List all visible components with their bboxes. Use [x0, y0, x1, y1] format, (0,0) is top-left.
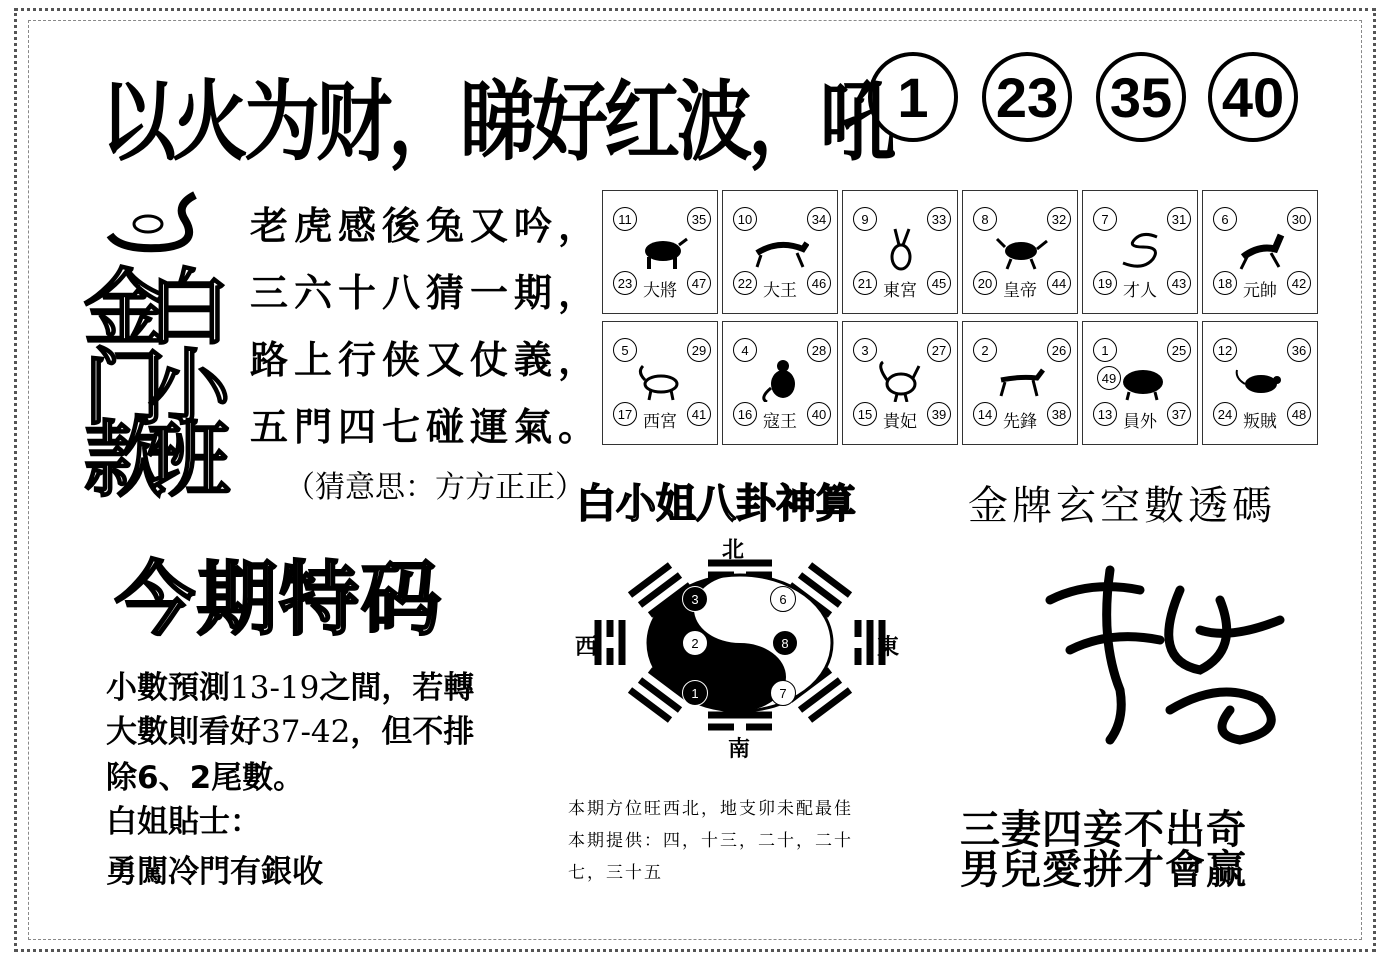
- circled-number-3: 35: [1096, 52, 1186, 142]
- snake-icon: [1113, 227, 1169, 271]
- zodiac-number: 5: [613, 338, 637, 362]
- direction-east: 東: [877, 635, 900, 660]
- rat-icon: [1233, 358, 1289, 402]
- zodiac-number: 1: [1093, 338, 1117, 362]
- bagua-number: 1: [682, 680, 708, 706]
- circled-number-2: 23: [982, 52, 1072, 142]
- horse-icon: [1233, 227, 1289, 271]
- zodiac-number: 4: [733, 338, 757, 362]
- poem: [250, 192, 602, 460]
- zodiac-cell: [1082, 321, 1198, 445]
- zodiac-cell: [1082, 190, 1198, 314]
- prediction-text: 大數則看好: [106, 714, 261, 750]
- zodiac-number: 30: [1287, 207, 1311, 231]
- circled-number-1: 1: [868, 52, 958, 142]
- rooster-icon: [873, 358, 929, 402]
- goat-icon: [633, 358, 689, 402]
- zodiac-number: 25: [1167, 338, 1191, 362]
- direction-south: 南: [728, 737, 751, 762]
- gold-title: 金牌玄空數透碼: [968, 483, 1276, 529]
- bagua-number: 8: [772, 630, 798, 656]
- zodiac-number: 28: [807, 338, 831, 362]
- zodiac-number: 34: [807, 207, 831, 231]
- bagua-number: 7: [770, 680, 796, 706]
- rabbit-icon: [873, 227, 929, 271]
- zodiac-number: 31: [1167, 207, 1191, 231]
- direction-west: 西: [575, 635, 598, 660]
- poem-line: 路上行侠又仗義，: [250, 337, 603, 382]
- bagua-number: 6: [770, 586, 796, 612]
- zodiac-number: 26: [1047, 338, 1071, 362]
- swirl-icon: [100, 190, 210, 260]
- pig-icon: [1113, 358, 1169, 402]
- prediction-text: 之間，若轉: [319, 670, 475, 706]
- dog-icon: [993, 358, 1049, 402]
- zodiac-name: 西宮: [643, 412, 677, 432]
- zodiac-number: 18: [1213, 271, 1237, 295]
- poem-line: 五門四七碰運氣。: [250, 404, 603, 449]
- ox-icon: [633, 227, 689, 271]
- zodiac-number: 20: [973, 271, 997, 295]
- zodiac-name: 叛賊: [1243, 412, 1277, 432]
- zodiac-number: 40: [807, 402, 831, 426]
- poem-line: 三六十八猜一期，: [250, 270, 603, 315]
- riddle-note: （猜意思：方方正正）: [285, 470, 585, 505]
- zodiac-number: 48: [1287, 402, 1311, 426]
- zodiac-cell: [962, 190, 1078, 314]
- calligraphy-icon: [1030, 560, 1300, 750]
- zodiac-cell: [962, 321, 1078, 445]
- zodiac-cell: [1202, 321, 1318, 445]
- slogan-line: 三妻四妾不出奇: [960, 807, 1247, 853]
- big-char-men: 门: [84, 341, 167, 436]
- zodiac-number: 7: [1093, 207, 1117, 231]
- zodiac-name: 皇帝: [1003, 281, 1037, 301]
- zodiac-name: 元帥: [1243, 281, 1277, 301]
- zodiac-cell: [842, 190, 958, 314]
- zodiac-name: 寇王: [763, 412, 797, 432]
- zodiac-number: 22: [733, 271, 757, 295]
- bagua-note: 本期提供：四，十三，二十，二十: [568, 831, 853, 851]
- prediction-text: 小數預測: [106, 670, 230, 706]
- circled-number-4: 40: [1208, 52, 1298, 142]
- zodiac-number: 6: [1213, 207, 1237, 231]
- zodiac-number: 45: [927, 271, 951, 295]
- prediction-text: ，但不排: [350, 714, 475, 750]
- zodiac-number: 3: [853, 338, 877, 362]
- prediction-range: 37-42: [261, 714, 351, 750]
- tiger-icon: [753, 227, 809, 271]
- zodiac-number: 49: [1097, 366, 1121, 390]
- slogan-line: 男兒愛拼才會赢: [960, 847, 1247, 893]
- page-title: 以火为财，睇好红波，吼: [100, 70, 892, 173]
- big-char-jin: 金: [84, 261, 167, 356]
- zodiac-number: 36: [1287, 338, 1311, 362]
- zodiac-cell: [842, 321, 958, 445]
- zodiac-cell: [1202, 190, 1318, 314]
- zodiac-number: 21: [853, 271, 877, 295]
- zodiac-number: 14: [973, 402, 997, 426]
- zodiac-number: 41: [687, 402, 711, 426]
- prediction-line: [106, 752, 304, 797]
- zodiac-cell: [602, 190, 718, 314]
- zodiac-number: 24: [1213, 402, 1237, 426]
- zodiac-name: 東宮: [883, 281, 917, 301]
- zodiac-number: 32: [1047, 207, 1071, 231]
- zodiac-number: 33: [927, 207, 951, 231]
- zodiac-cell: [602, 321, 718, 445]
- prediction-line: [106, 662, 474, 707]
- big-char-bai: 白: [148, 261, 231, 356]
- tip-text: 勇闖冷門有銀收: [106, 854, 323, 890]
- prediction-line: [106, 706, 474, 751]
- tip-title: 白姐貼士：: [106, 804, 261, 840]
- zodiac-number: 8: [973, 207, 997, 231]
- zodiac-number: 10: [733, 207, 757, 231]
- big-char-xiao: 小: [148, 341, 231, 436]
- prediction-text: 除6、2尾數。: [106, 760, 305, 796]
- zodiac-name: 大王: [763, 281, 797, 301]
- zodiac-number: 12: [1213, 338, 1237, 362]
- zodiac-number: 38: [1047, 402, 1071, 426]
- zodiac-name: 員外: [1123, 412, 1157, 432]
- big-char-kuan: 款: [84, 413, 167, 508]
- bagua-note: 七，三十五: [568, 863, 663, 883]
- zodiac-number: 16: [733, 402, 757, 426]
- bagua-title: 白小姐八卦神算: [576, 481, 856, 527]
- zodiac-number: 37: [1167, 402, 1191, 426]
- zodiac-number: 39: [927, 402, 951, 426]
- direction-north: 北: [722, 538, 745, 563]
- zodiac-number: 44: [1047, 271, 1071, 295]
- zodiac-number: 13: [1093, 402, 1117, 426]
- zodiac-number: 35: [687, 207, 711, 231]
- zodiac-number: 47: [687, 271, 711, 295]
- poem-line: 老虎感後兔又吟，: [250, 203, 603, 248]
- zodiac-name: 才人: [1123, 281, 1157, 301]
- bagua-number: 2: [682, 630, 708, 656]
- bagua-number: 3: [682, 586, 708, 612]
- special-title: 今期特码: [115, 553, 443, 646]
- zodiac-name: 先鋒: [1003, 412, 1037, 432]
- zodiac-number: 2: [973, 338, 997, 362]
- zodiac-number: 17: [613, 402, 637, 426]
- zodiac-number: 19: [1093, 271, 1117, 295]
- prediction-range: 13-19: [230, 670, 320, 706]
- monkey-icon: [753, 358, 809, 402]
- zodiac-number: 9: [853, 207, 877, 231]
- bagua-note: 本期方位旺西北，地支卯未配最佳: [568, 799, 853, 819]
- zodiac-number: 46: [807, 271, 831, 295]
- zodiac-number: 42: [1287, 271, 1311, 295]
- zodiac-cell: [722, 321, 838, 445]
- zodiac-number: 27: [927, 338, 951, 362]
- big-char-ban: 班: [148, 413, 231, 508]
- zodiac-cell: [722, 190, 838, 314]
- dragon-icon: [993, 227, 1049, 271]
- zodiac-number: 11: [613, 207, 637, 231]
- zodiac-name: 大將: [643, 281, 677, 301]
- zodiac-number: 29: [687, 338, 711, 362]
- zodiac-number: 15: [853, 402, 877, 426]
- zodiac-number: 23: [613, 271, 637, 295]
- zodiac-number: 43: [1167, 271, 1191, 295]
- zodiac-name: 貴妃: [883, 412, 917, 432]
